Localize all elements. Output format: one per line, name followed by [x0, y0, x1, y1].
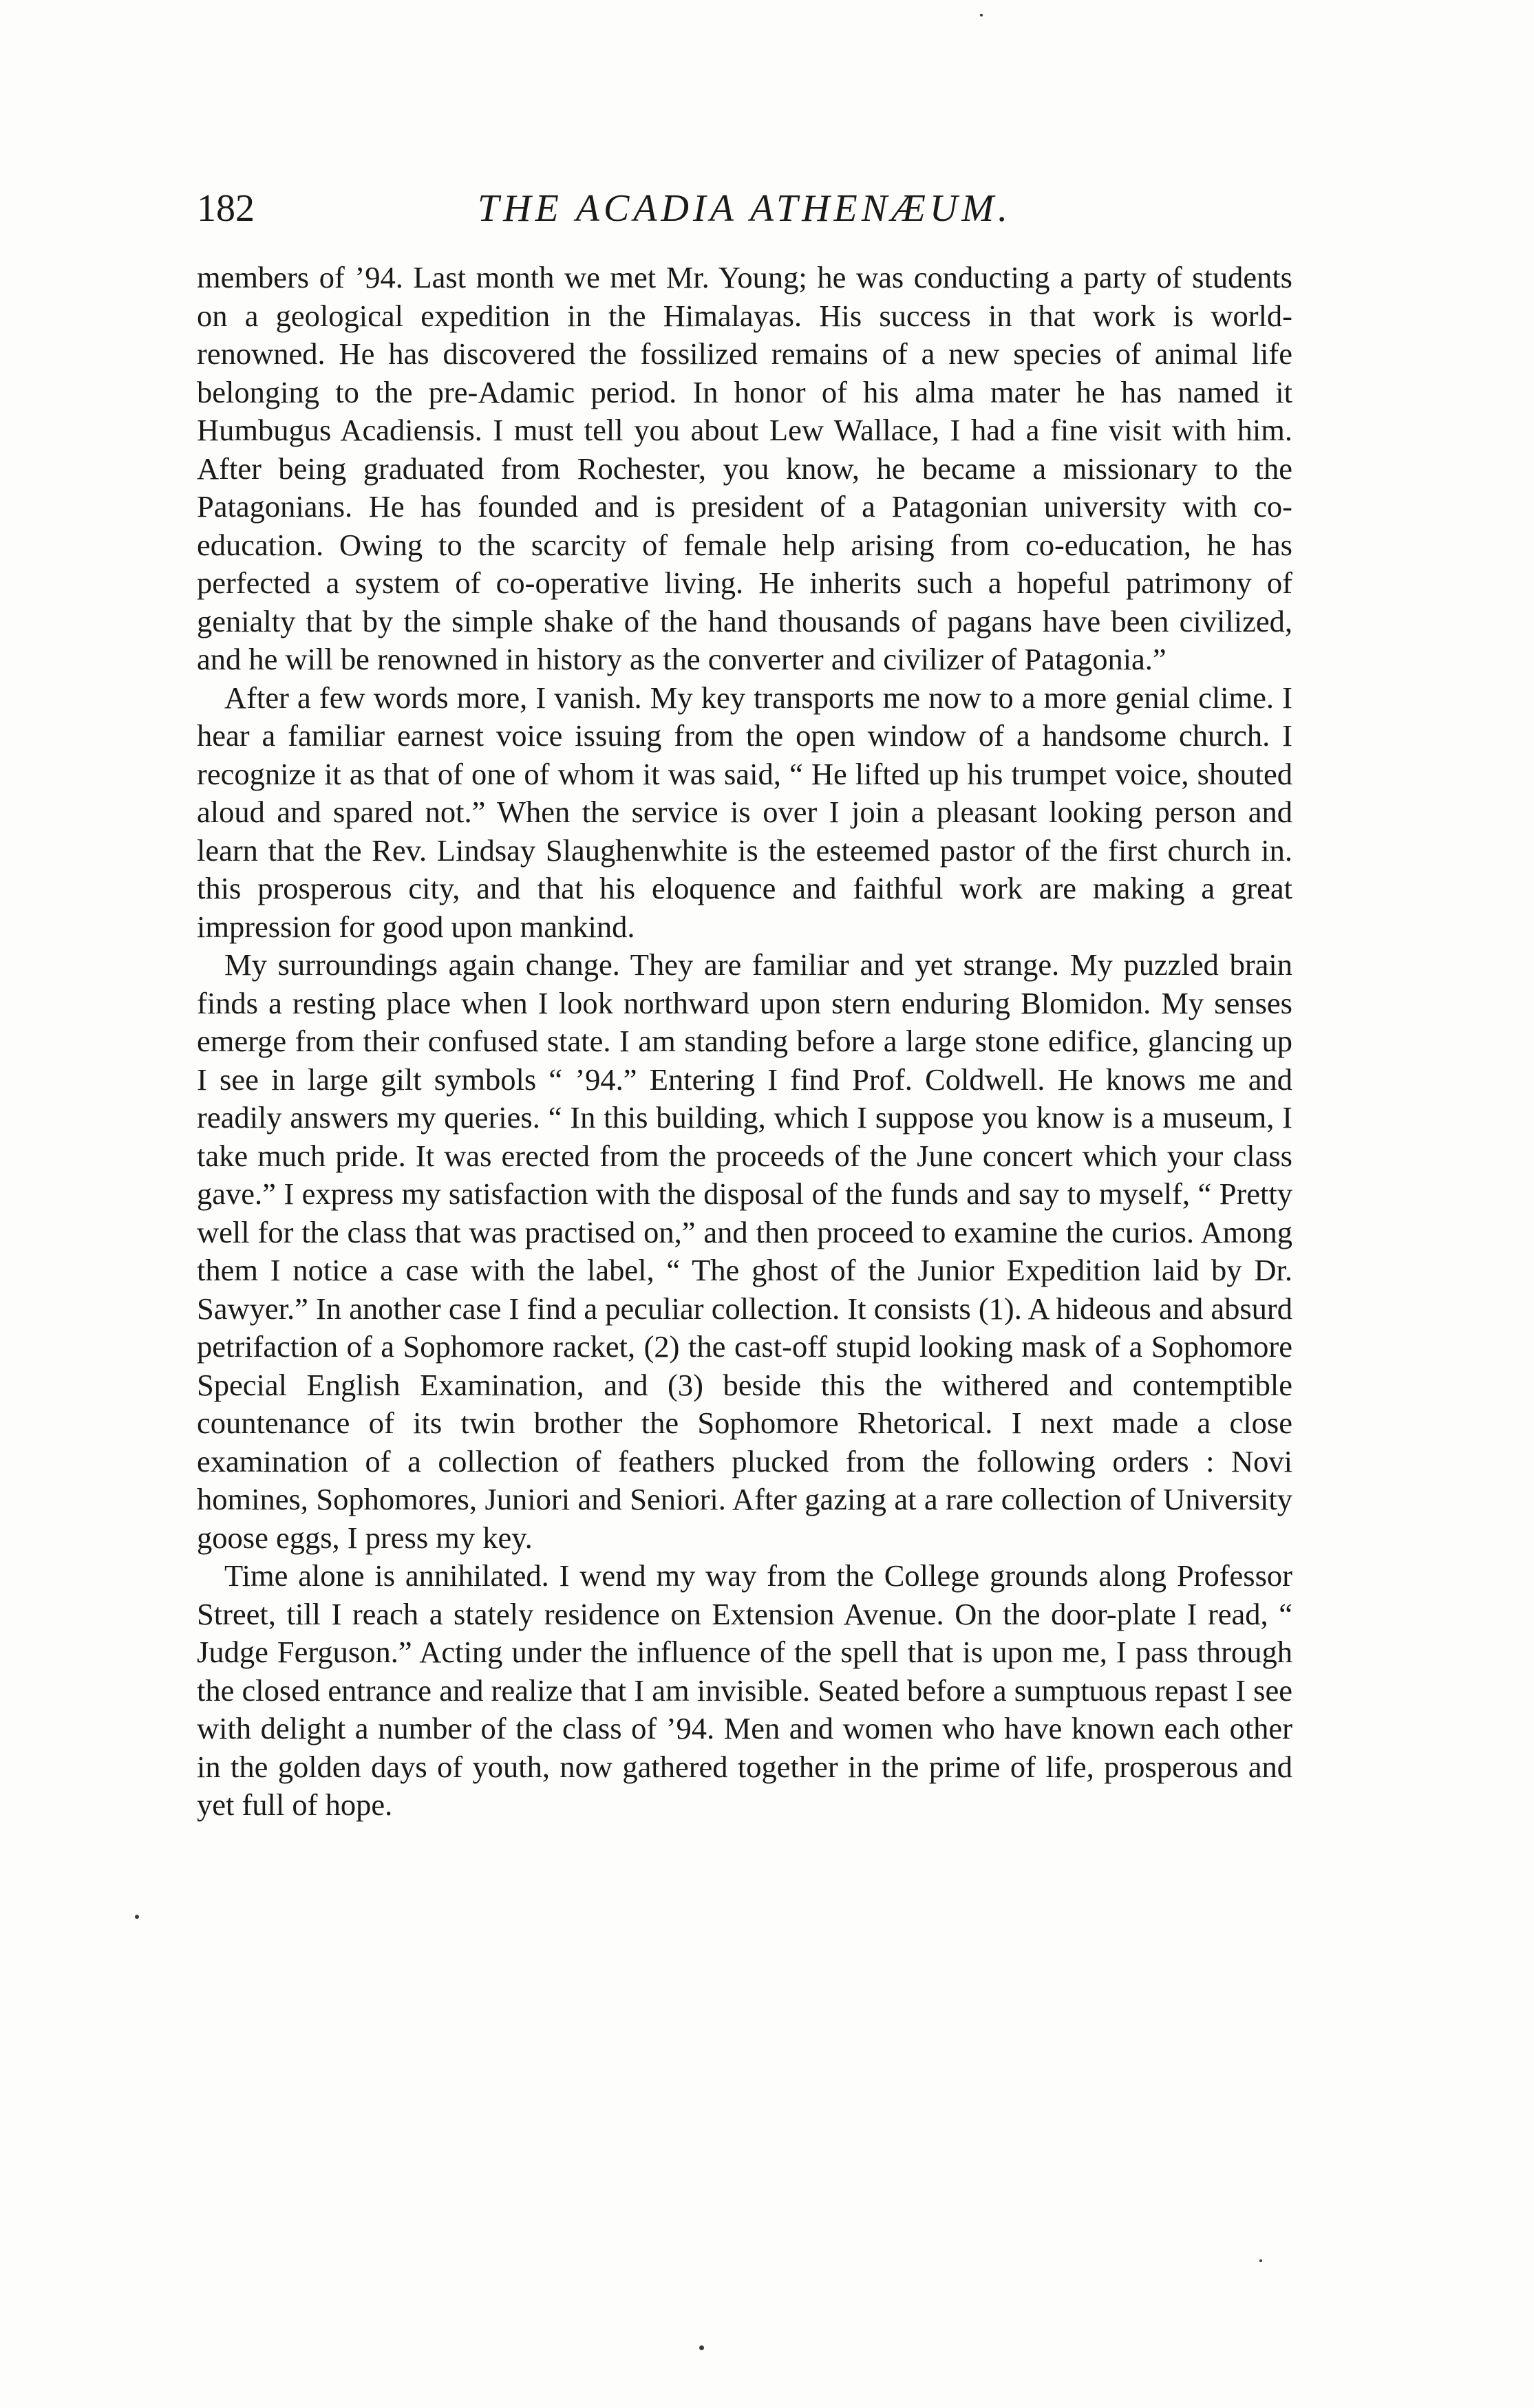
paragraph-church: After a few words more, I vanish. My key transports me now to a more genial clime. I hear a familiar earnest voice issuing from the open window of a handsome church. I recognize it as that of one of whom it was said, “ He lifted up his trumpet voice, shouted aloud and spared not.” When the service is over I join a pleasant looking person and learn that the Rev. Lindsay Slaughenwhite is the esteemed pastor of the first church in. this prosperous city, and that his eloquence and faithful work are making a great impression for good upon mankind. [197, 680, 1292, 944]
ink-speck [1259, 2259, 1262, 2262]
page-header [197, 178, 1292, 239]
page-number: 182 [197, 187, 255, 230]
paragraph-museum: My surroundings again change. They are familiar and yet strange. My puzzled brain finds a resting place when I look northward upon stern enduring Blomidon. My senses emerge from their confused state. I am standing before a large stone edifice, glancing up I see in large gilt symbols “ ’94.” Entering I find Prof. Coldwell. He knows me and readily answers my queries. “ In this building, which I suppose you know is a museum, I take much pride. It was erected from the proceeds of the June concert which your class gave.” I express my satisfaction with the disposal of the funds and say to myself, “ Pretty well for the class that was practised on,” and then proceed to examine the curios. Among them I notice a case with the label, “ The ghost of the Junior Expedition laid by Dr. Sawyer.” In another case I find a peculiar collection. It consists (1). A hideous and absurd petrifaction of a Sophomore racket, (2) the cast-off stupid looking mask of a Sophomore Special English Examination, and (3) beside this the withered and contemptible countenance of its twin brother the Sophomore Rhetorical. I next made a close examination of a collection of feathers plucked from the following orders : Novi homines, Sophomores, Juniori and Seniori. After gazing at a rare collection of University goose eggs, I press my key. [197, 947, 1292, 1555]
ink-speck [980, 14, 983, 17]
ink-speck [135, 1915, 139, 1919]
ink-speck [699, 2345, 704, 2350]
paragraph-continuation: members of ’94. Last month we met Mr. Young; he was conducting a party of students on a geological expedition in the Himalayas. His success in that work is world-renowned. He has discovered the fossilized remains of a new species of animal life belonging to the pre-Adamic period. In honor of his alma mater he has named it Humbugus Acadiensis. I must tell you about Lew Wallace, I had a fine visit with him. After being graduated from Rochester, you know, he became a missionary to the Patagonians. He has founded and is president of a Patagonian university with co-education. Owing to the scarcity of female help arising from co-education, he has perfected a system of co-operative living. He inherits such a hopeful patrimony of genialty that by the simple shake of the hand thousands of pagans have been civilized, and he will be renowned in history as the converter and civilizer of Patagonia.” [197, 260, 1292, 676]
paragraph-reunion: Time alone is annihilated. I wend my way from the College grounds along Professor Street, till I reach a stately residence on Extension Avenue. On the door-plate I read, “ Judge Ferguson.” Acting under the influence of the spell that is upon me, I pass through the closed entrance and realize that I am invisible. Seated before a sumptuous repast I see with delight a number of the class of ’94. Men and women who have known each other in the golden days of youth, now gathered together in the prime of life, prosperous and yet full of hope. [197, 1558, 1292, 1822]
body-text [197, 259, 1292, 1825]
running-title: THE ACADIA ATHENÆUM. [478, 187, 1012, 230]
